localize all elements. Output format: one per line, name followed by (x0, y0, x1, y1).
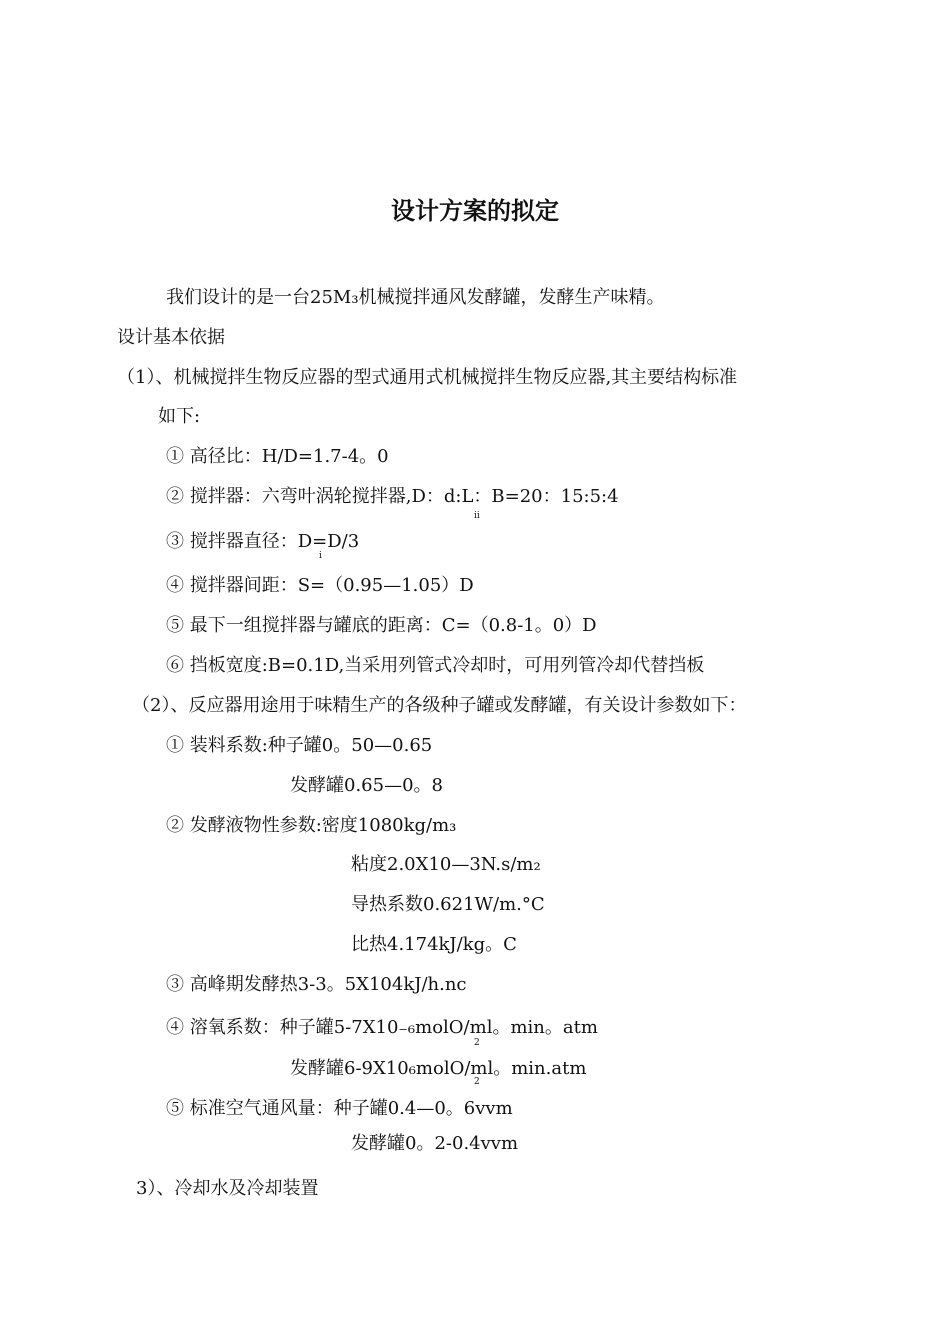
param-line: 粘度2.0X10—3N.s/m₂ (351, 854, 541, 875)
subscript: 2 (474, 1038, 480, 1048)
param-line: 比热4.174kJ/kg。C (351, 934, 517, 955)
param-line: ③ 高峰期发酵热3-3。5X104kJ/h.nc (166, 974, 467, 995)
param-line: ⑤ 标准空气通风量：种子罐0.4—0。6vvm (166, 1098, 513, 1119)
list-item: ③ 搅拌器直径：D=D/3 (166, 531, 360, 552)
list-item: ② 搅拌器：六弯叶涡轮搅拌器,D：d:L：B=20：15:5:4 (166, 486, 619, 507)
subscript: 2 (474, 1077, 480, 1087)
page-title: 设计方案的拟定 (391, 197, 559, 225)
param-line: 发酵罐6-9X10₆molO/ml。min.atm (290, 1058, 587, 1079)
subscript: i (319, 551, 322, 561)
param-line: 发酵罐0。2-0.4vvm (351, 1133, 519, 1154)
param-line: 导热系数0.621W/m.°C (351, 894, 545, 915)
section1-heading: （1）、机械搅拌生物反应器的型式通用式机械搅拌生物反应器,其主要结构标准 (117, 367, 738, 388)
subscript: ii (474, 511, 480, 521)
section2-heading: （2）、反应器用途用于味精生产的各级种子罐或发酵罐，有关设计参数如下： (132, 695, 747, 716)
basis-heading: 设计基本依据 (117, 327, 225, 348)
param-line: ② 发酵液物性参数:密度1080kg/m₃ (166, 815, 457, 836)
param-line: ① 装料系数:种子罐0。50—0.65 (166, 735, 433, 756)
param-line: ④ 溶氧系数：种子罐5-7X10₋₆molO/ml。min。atm (166, 1017, 598, 1038)
list-item: ④ 搅拌器间距：S=（0.95—1.05）D (166, 575, 474, 596)
list-item: ⑤ 最下一组搅拌器与罐底的距离：C=（0.8-1。0）D (166, 615, 597, 636)
list-item: ① 高径比：H/D=1.7-4。0 (166, 446, 389, 467)
param-line: 发酵罐0.65—0。8 (290, 775, 443, 796)
intro-paragraph: 我们设计的是一台25M₃机械搅拌通风发酵罐，发酵生产味精。 (166, 287, 665, 308)
list-item: ⑥ 挡板宽度:B=0.1D,当采用列管式冷却时，可用列管冷却代替挡板 (166, 655, 705, 676)
section3-heading: 3）、冷却水及冷却装置 (136, 1178, 319, 1199)
section1-heading-cont: 如下: (158, 406, 201, 427)
